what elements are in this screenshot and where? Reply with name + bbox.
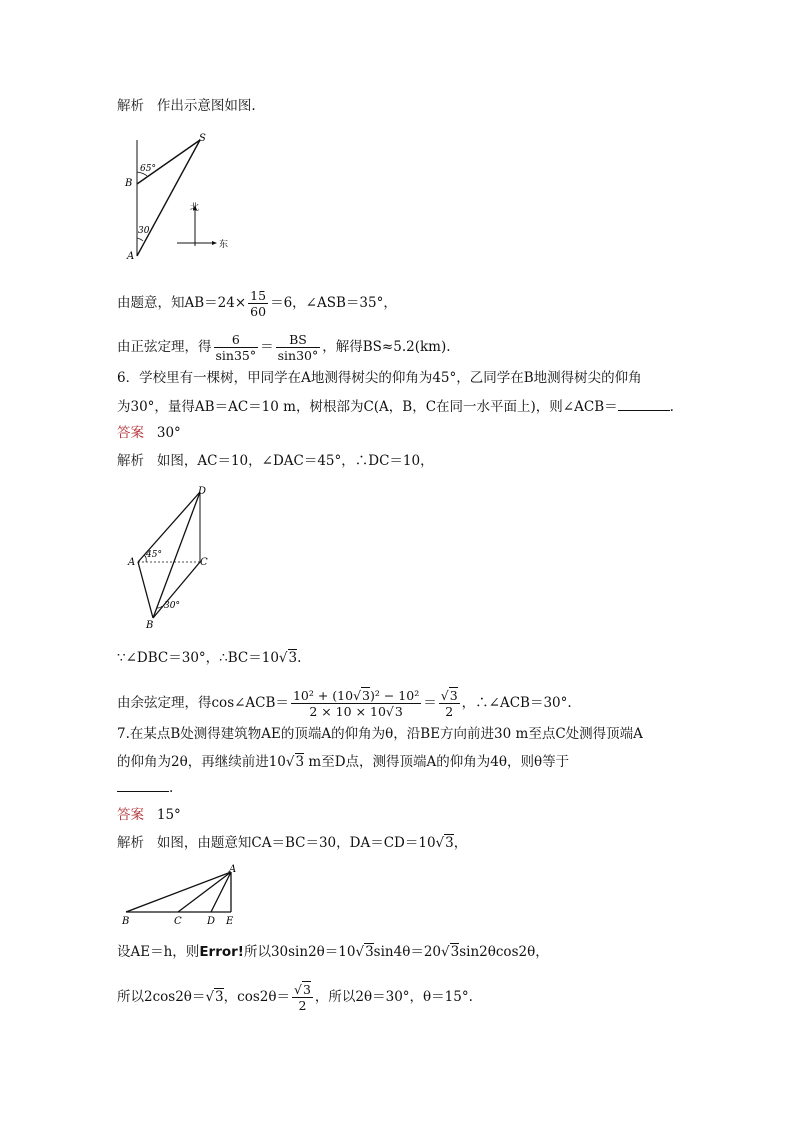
figure-3 — [118, 864, 248, 928]
text-segment: . — [669, 399, 674, 415]
text-segment: 设AE＝h，则 — [117, 944, 200, 960]
text-segment: ，cos2θ＝ — [223, 989, 290, 1005]
fraction-cosine — [291, 688, 421, 719]
fig1-north: 北 — [190, 203, 200, 213]
fig3-label-E: E — [226, 916, 234, 927]
radicand: 3 — [288, 650, 298, 666]
equation-line-h: 设AE＝h，则Error!所以30sin2θ＝10√3sin4θ＝20√3sin2θcos2θ， — [117, 944, 549, 960]
answer-blank — [117, 777, 169, 792]
fig2-label-C: C — [200, 557, 208, 568]
denominator: sin30° — [277, 348, 319, 363]
analysis-7: 解析 如图，由题意知CA＝BC＝30，DA＝CD＝10√3， — [117, 835, 468, 851]
equation-line-sine — [117, 332, 451, 363]
text-segment: . — [169, 780, 174, 796]
analysis-text: 如图，AC＝10，∠DAC＝45°，∴DC＝10， — [156, 453, 434, 469]
fig2-angle-45: 45° — [146, 550, 162, 560]
text-segment: 所以30sin2θ＝10 — [243, 944, 356, 960]
numerator: √3 — [440, 688, 458, 703]
answer-blank — [618, 396, 670, 411]
radicand: 3 — [445, 835, 454, 851]
text-segment: )² − 10² — [369, 688, 420, 703]
answer-label: 答案 — [117, 425, 144, 441]
fraction-sqrt3-2 — [292, 982, 313, 1013]
text-segment: 的仰角为2θ，再继续前进10 — [117, 754, 286, 770]
radicand: 3 — [215, 989, 224, 1005]
text-segment: 为30°，量得AB＝AC＝10 m，树根部为C(A，B，C在同一水平面上)，则∠ACB＝ — [117, 399, 618, 415]
fig1-label-S: S — [199, 133, 206, 144]
fig2-angle-30: 30° — [164, 601, 180, 611]
analysis-6 — [117, 451, 434, 471]
text-segment: ＝ — [260, 339, 274, 355]
radicand: 3 — [449, 688, 458, 703]
analysis-line-1 — [117, 96, 256, 116]
answer-value: 15° — [156, 807, 181, 823]
equation-line-ab — [117, 288, 397, 319]
answer-value: 30° — [156, 425, 181, 441]
equation-line-bc: ∵∠DBC＝30°，∴BC＝10√3. — [117, 650, 302, 666]
radicand: 3 — [450, 944, 460, 960]
radicand: 3 — [365, 944, 374, 960]
text-segment: ＝ — [423, 695, 437, 711]
analysis-text: 作出示意图如图. — [156, 98, 256, 114]
text-segment: . — [297, 650, 302, 666]
text-segment: 所以2cos2θ＝ — [117, 989, 206, 1005]
fig1-label-B: B — [125, 178, 133, 189]
text-segment: ，解得BS≈5.2(km). — [322, 339, 451, 355]
numerator: BS — [276, 332, 321, 348]
radicand: 3 — [295, 754, 305, 770]
equation-line-final: 所以2cos2θ＝√3，cos2θ＝ $\frac{√3}{2}$ ，所以2θ＝30°，θ＝15°. — [117, 982, 473, 1013]
text-segment: ， — [453, 835, 468, 851]
text-segment: 由正弦定理，得 — [117, 339, 212, 355]
radicand: 3 — [302, 982, 311, 997]
text-segment: ∵∠DBC＝30°，∴BC＝10 — [117, 650, 279, 666]
analysis-label: 解析 — [117, 453, 144, 469]
fig1-angle-65: 65° — [140, 164, 156, 174]
text-segment: ，所以2θ＝30°，θ＝15°. — [314, 989, 473, 1005]
text-segment: m至D点，测得顶端A的仰角为4θ，则θ等于 — [304, 754, 570, 770]
fig2-label-D: D — [198, 486, 207, 497]
fraction-bs-sin30 — [276, 332, 321, 363]
fig3-label-C: C — [174, 916, 182, 927]
question-7-line-2: 的仰角为2θ，再继续前进10√3 m至D点，测得顶端A的仰角为4θ，则θ等于 — [117, 754, 570, 770]
fig2-label-B: B — [146, 620, 154, 631]
answer-6 — [117, 423, 181, 443]
denominator: 2 — [298, 998, 307, 1013]
answer-7 — [117, 805, 181, 825]
answer-label: 答案 — [117, 807, 144, 823]
text-segment: sin2θcos2θ， — [459, 944, 549, 960]
fraction-6-sin35 — [214, 332, 259, 363]
question-6-line-1: 6．学校里有一棵树，甲同学在A地测得树尖的仰角为45°，乙同学在B地测得树尖的仰角 — [117, 370, 642, 386]
error-text: Error! — [199, 944, 244, 960]
question-7-line-1: 7.在某点B处测得建筑物AE的顶端A的仰角为θ，沿BE方向前进30 m至点C处测得顶端A — [117, 726, 643, 742]
fig3-label-A: A — [229, 864, 237, 875]
text-segment: 10² + (10 — [292, 688, 354, 703]
denominator: sin35° — [215, 348, 257, 363]
fig1-east: 东 — [219, 240, 229, 250]
denominator: 60 — [250, 304, 267, 319]
figure-1 — [120, 128, 240, 268]
text-segment: 由余弦定理，得cos∠ACB＝ — [117, 695, 289, 711]
question-7-line-3 — [117, 777, 173, 798]
radicand: 3 — [394, 704, 403, 719]
text-segment: 2 × 10 × 10 — [309, 704, 386, 719]
text-segment: 如图，由题意知CA＝BC＝30，DA＝CD＝10 — [156, 835, 436, 851]
numerator: 15 — [250, 288, 267, 303]
denominator: 2 × 10 × 10√3 — [309, 704, 403, 719]
text-segment: ，∴∠ACB＝30°. — [461, 695, 572, 711]
fig1-label-A: A — [127, 251, 135, 262]
figure-2 — [122, 482, 222, 632]
fraction-sqrt3-2 — [439, 688, 460, 719]
numerator: √3 — [293, 982, 311, 997]
question-6-line-2 — [117, 396, 674, 417]
text-segment: sin4θ＝20 — [373, 944, 442, 960]
fraction-15-60 — [248, 288, 268, 319]
numerator: 6 — [214, 332, 259, 348]
fig3-label-D: D — [207, 916, 216, 927]
denominator: 2 — [445, 704, 454, 719]
text-segment: ＝6，∠ASB＝35°， — [270, 295, 397, 311]
fig1-angle-30: 30 — [138, 226, 150, 236]
analysis-label: 解析 — [117, 835, 144, 851]
fig2-label-A: A — [128, 557, 136, 568]
fig3-label-B: B — [122, 916, 130, 927]
radicand: 3 — [362, 688, 370, 703]
analysis-label: 解析 — [117, 98, 144, 114]
numerator: 10² + (10√3)² − 10² — [292, 688, 420, 703]
text-segment: 由题意，知AB＝24× — [117, 295, 247, 311]
equation-line-cosine — [117, 688, 572, 719]
